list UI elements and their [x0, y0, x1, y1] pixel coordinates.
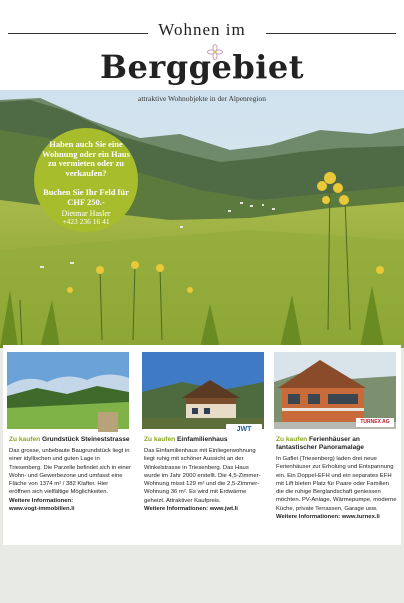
badge-contact-name: Dietmar Hasler: [61, 209, 111, 218]
page-subtitle: attraktive Wohnobjekte in der Alpenregion: [138, 94, 266, 103]
listing-photo-holiday-houses: [274, 352, 396, 429]
listing-info-link[interactable]: www.jwt.li: [209, 506, 238, 513]
listing-title-text: Einfamilienhaus: [176, 436, 228, 443]
listing-kicker: Zu kaufen: [276, 436, 308, 443]
listing-description: [276, 455, 398, 521]
listing-info-link[interactable]: www.turnex.li: [341, 514, 380, 521]
listing-title-text: Ferienhäuser an fantastischer Panoramalage: [276, 436, 364, 451]
header-kicker: Wohnen im: [158, 20, 246, 39]
listing-kicker: Zu kaufen: [144, 436, 176, 443]
listing-title-text: Grundstück Steineststrasse: [41, 436, 130, 443]
listing-description: [9, 447, 131, 513]
badge-contact-phone: +423 236 16 41: [62, 217, 110, 226]
listing-info-label: Weitere Informationen:: [9, 497, 74, 504]
listing-description: [144, 447, 266, 513]
listing-title: [276, 436, 398, 452]
listing-title: [144, 436, 266, 444]
listing-text: Das grosse, unbebaute Baugrundstück liegt in einer idyllischen und guten Lage in Triesenberg. Die Parzelle befindet sich in einer Wohn- und Gewerbezone und umfasst eine Fläche von 1374 m² / 382 Klafter. Hier eröffnen sich vielfältige Möglichkeiten.: [9, 448, 131, 496]
vogt-immobilien-logo: [98, 412, 118, 432]
listing-text: In Gaflei (Triesenberg) laden drei neue Ferienhäuser zur Erholung und Entspannung ein. Ein Doppel-EFH und ein separates EFH mit Lift bieten Platz für Paare oder Familien die die ruhige Berglandschaft geniessen möchten. PV-Anlage, Wärmepumpe, moderne Küche, private Terrassen, Garage usw.: [276, 456, 397, 512]
listing-photo-house: [142, 352, 264, 433]
listing-kicker: Zu kaufen: [9, 436, 41, 443]
listing-photo-plot: [7, 352, 129, 429]
listing-text: Das Einfamilienhaus mit Einliegerwohnung liegt ruhig mit schöner Aussicht an der Winkelstrasse in Triesenberg. Das Haus wurde im Jahr 2000 erstellt. Die 4,5-Zimmer-Wohnung misst 129 m² und die 2,5-Zimmer-Wohnung 36 m². Es wird mit Erdwärme geheizt. Attraktiver Kaufpreis.: [144, 448, 261, 504]
listings-panel: [3, 345, 401, 545]
jwt-logo: JWT: [226, 424, 262, 435]
magazine-header: [0, 0, 404, 100]
page-title: Berggebiet: [99, 48, 305, 86]
listing-info-link[interactable]: www.vogt-immobilien.li: [9, 506, 75, 513]
badge-offer: Buchen Sie Ihr Feld für CHF 250.-: [43, 187, 129, 207]
turnex-logo: TURNEX AG: [356, 418, 394, 427]
advertising-offer-badge: [34, 128, 138, 232]
listing-info-label: Weitere Informationen:: [144, 506, 209, 513]
badge-question: Haben auch Sie eine Wohnung oder ein Haus zu vermieten oder zu verkaufen?: [42, 139, 130, 178]
listing-info-label: Weitere Informationen:: [276, 514, 341, 521]
listing-title: [9, 436, 131, 444]
